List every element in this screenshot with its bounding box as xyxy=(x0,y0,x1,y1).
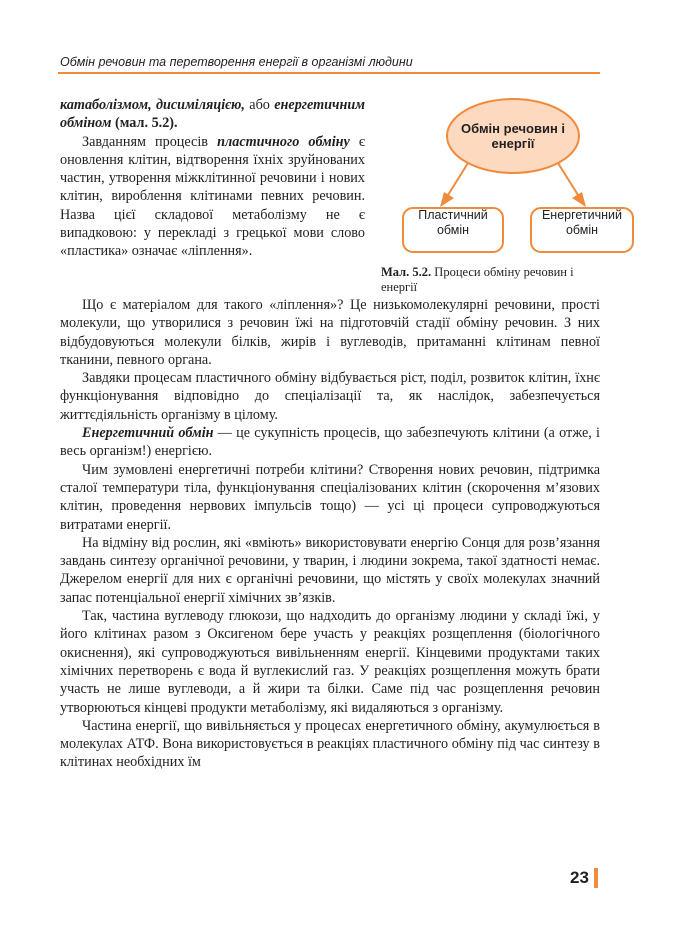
running-header: Обмін речовин та перетворення енергії в організмі людини xyxy=(60,55,413,69)
figure-caption xyxy=(381,265,601,295)
page-number-bar xyxy=(594,868,598,888)
paragraph-1-mid: або xyxy=(249,97,270,113)
arrow-line-right xyxy=(558,163,578,195)
paragraph-2-text: є оновлення клітин, відтворення їхніх зруйнованих частин, утворення міжклітинної речовини і нових клітин, вироблення клітинами певних речовин. Назва цієї складової метаболізму не є випадковою: у перекладі з грецької мови слово «пластика» означає «ліплення». xyxy=(60,133,366,260)
term-plastic-exchange: пластичного обміну xyxy=(217,133,350,150)
caption-text: Процеси обміну речовин і енергії xyxy=(381,265,574,294)
term-energy-metabolism: Енергетичний обмін xyxy=(82,425,214,442)
figure-ref: (мал. 5.2). xyxy=(115,115,178,132)
arrow-head-right xyxy=(572,192,586,207)
paragraph-1 xyxy=(60,96,365,133)
caption-label: Мал. 5.2. xyxy=(381,265,432,279)
header-rule xyxy=(58,72,600,74)
paragraph-2-start: Завданням процесів xyxy=(82,133,208,150)
arrow-line-left xyxy=(448,163,468,195)
paragraph-7: На відміну від рослин, які «вміють» використовувати енергію Сонця для розв’язання завдань синтезу органічної речовини, у тварин, і людини зокрема, такої здатності немає. Джерелом енергії для них є органічні речовини, що містять у своїх молекулах значний запас потенціальної енергії хімічних зв’язків. xyxy=(60,534,600,606)
paragraph-5-text: — це сукупність процесів, що забезпечують клітини (а отже, і весь організм!) енергією. xyxy=(60,425,600,460)
paragraph-4: Завдяки процесам пластичного обміну відбувається ріст, поділ, розвиток клітин, їхнє функціонування відповідно до спеціалізації та, як наслідок, забезпечується життєдіяльність організму в цілому. xyxy=(60,370,600,423)
term-catabolism: катаболізмом, дисиміляцією, xyxy=(60,97,245,113)
intro-column xyxy=(60,96,365,261)
paragraph-8: Так, частина вуглеводу глюкози, що надходить до організму людини у складі їжі, у його клітинах разом з Оксигеном бере участь у реакціях розщеплення (біологічного окиснення), які супроводжуються вивільненням енергії. Кінцевими продуктами таких хімічних перетворень є вода й вуглекислий газ. У реакціях розщеплення можуть брати участь не лише вуглеводи, а й жири та білки. Саме під час розщеплення речовин утворюються кінцеві продукти метаболізму, які видаляються з організму. xyxy=(60,608,600,716)
paragraph-5 xyxy=(60,424,600,461)
paragraph-2 xyxy=(60,133,365,261)
term-energy-exchange: енергетичним обміном xyxy=(60,97,365,132)
main-node-label: Обмін речовин і енергії xyxy=(460,121,566,151)
body-text xyxy=(60,296,600,772)
plastic-exchange-label: Пластичний обмін xyxy=(418,208,488,237)
paragraph-6: Чим зумовлені енергетичні потреби клітини? Створення нових речовин, підтримка сталої температури тіла, функціонування спеціалізованих клітин (скорочення м’язових клітин, проведення нервових імпульсів тощо) — усі ці процеси супроводжуються витратами енергії. xyxy=(60,461,600,533)
page-number: 23 xyxy=(570,868,589,887)
arrow-head-left xyxy=(440,192,454,207)
energy-exchange-label: Енергетичний обмін xyxy=(541,208,623,237)
paragraph-9: Частина енергії, що вивільняється у процесах енергетичного обміну, акумулюється в молекулах АТФ. Вона використовується в реакціях пластичного обміну під час синтезу в клітинах необхідних їм xyxy=(60,717,600,771)
paragraph-3: Що є матеріалом для такого «ліплення»? Це низькомолекулярні речовини, прості молекули, що утворилися з речовин їжі на підготовчій стадії обміну речовин. З них відбудовуються молекули білків, жирів і вуглеводів, притаманні клітинам певної тканини, певного органа. xyxy=(60,297,600,368)
